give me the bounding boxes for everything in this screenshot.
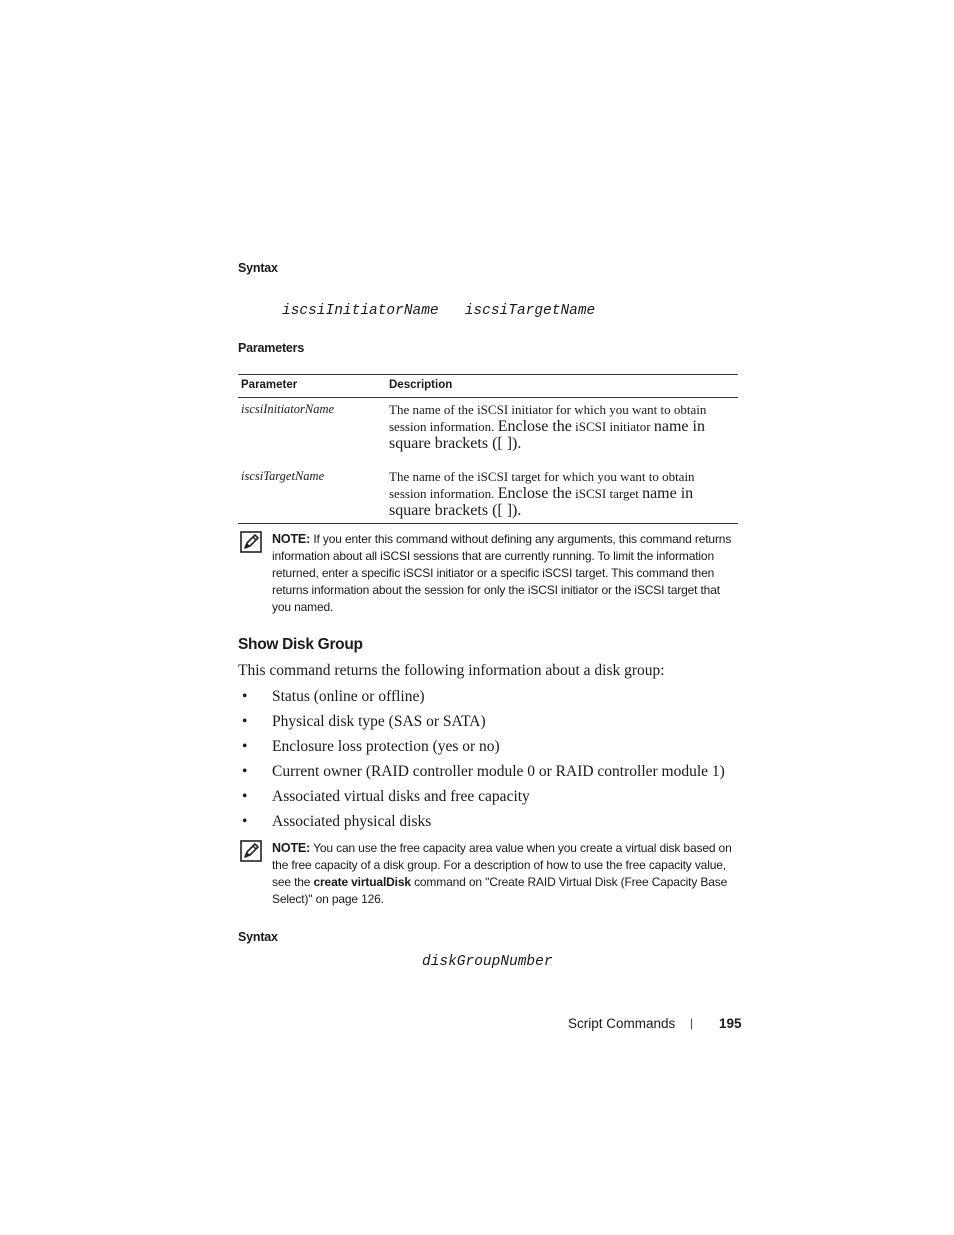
parameters-table: [238, 374, 738, 524]
note-body: If you enter this command without defining any arguments, this command returns information about all iSCSI sessions that are currently running. To limit the information returned, enter a specific iSCSI initiator or a specific iSCSI target. This command then returns information about the session for only the iSCSI initiator or the iSCSI target that you named.: [272, 532, 732, 614]
section-title: Show Disk Group: [238, 636, 363, 653]
desc-text: Enclose the: [497, 485, 572, 502]
command-name: create virtualDisk: [313, 875, 411, 889]
note-body: You can use the free capacity area value when you create a virtual disk based on the free capacity of a disk group. For a description of how to use the free capacity value, see the: [272, 841, 732, 889]
note-label: NOTE:: [272, 841, 311, 855]
desc-text: iSCSI initiator: [575, 419, 651, 434]
note-text: [272, 840, 738, 908]
list-item: • Enclosure loss protection (yes or no): [240, 736, 725, 761]
desc-text: The name of the iSCSI initiator for which you want to obtain session information.: [389, 402, 707, 434]
syntax-line: diskGroupNumber: [422, 954, 553, 970]
param-description: [386, 398, 738, 467]
table-header-row: [238, 375, 738, 398]
list-item: • Status (online or offline): [240, 686, 725, 711]
table-row: [238, 398, 738, 467]
syntax-heading: Syntax: [238, 930, 278, 944]
note-text: [272, 531, 738, 616]
page-number: 195: [719, 1016, 742, 1031]
footer-separator: |: [690, 1016, 694, 1030]
syntax-heading: Syntax: [238, 261, 278, 275]
desc-text: iSCSI target: [575, 486, 639, 501]
list-item: • Associated physical disks: [240, 811, 725, 836]
column-header-description: Description: [386, 375, 738, 398]
param-name: iscsiTargetName: [238, 466, 386, 524]
list-item: • Physical disk type (SAS or SATA): [240, 711, 725, 736]
footer-section: Script Commands: [568, 1016, 676, 1031]
column-header-parameter: Parameter: [238, 375, 386, 398]
bullet-list: [240, 686, 725, 836]
list-item: • Associated virtual disks and free capacity: [240, 786, 725, 811]
param-description: [386, 466, 738, 524]
param-name: iscsiInitiatorName: [241, 402, 335, 416]
pencil-note-icon: [240, 531, 262, 553]
section-intro: This command returns the following information about a disk group:: [238, 662, 665, 679]
desc-text: Enclose the: [497, 418, 572, 435]
syntax-line: iscsiInitiatorName iscsiTargetName: [282, 303, 596, 319]
desc-text: name in square brackets ([ ]).: [389, 418, 705, 452]
desc-text: name in square brackets ([ ]).: [389, 485, 694, 519]
note-body: command on "Create RAID Virtual Disk (Free Capacity Base Select)" on page 126.: [272, 875, 728, 906]
desc-text: The name of the iSCSI target for which you want to obtain session information.: [389, 469, 695, 501]
table-row: [238, 466, 738, 524]
note-label: NOTE:: [272, 532, 311, 546]
parameters-heading: Parameters: [238, 341, 305, 355]
pencil-note-icon: [240, 840, 262, 862]
list-item: • Current owner (RAID controller module 0 or RAID controller module 1): [240, 761, 725, 786]
